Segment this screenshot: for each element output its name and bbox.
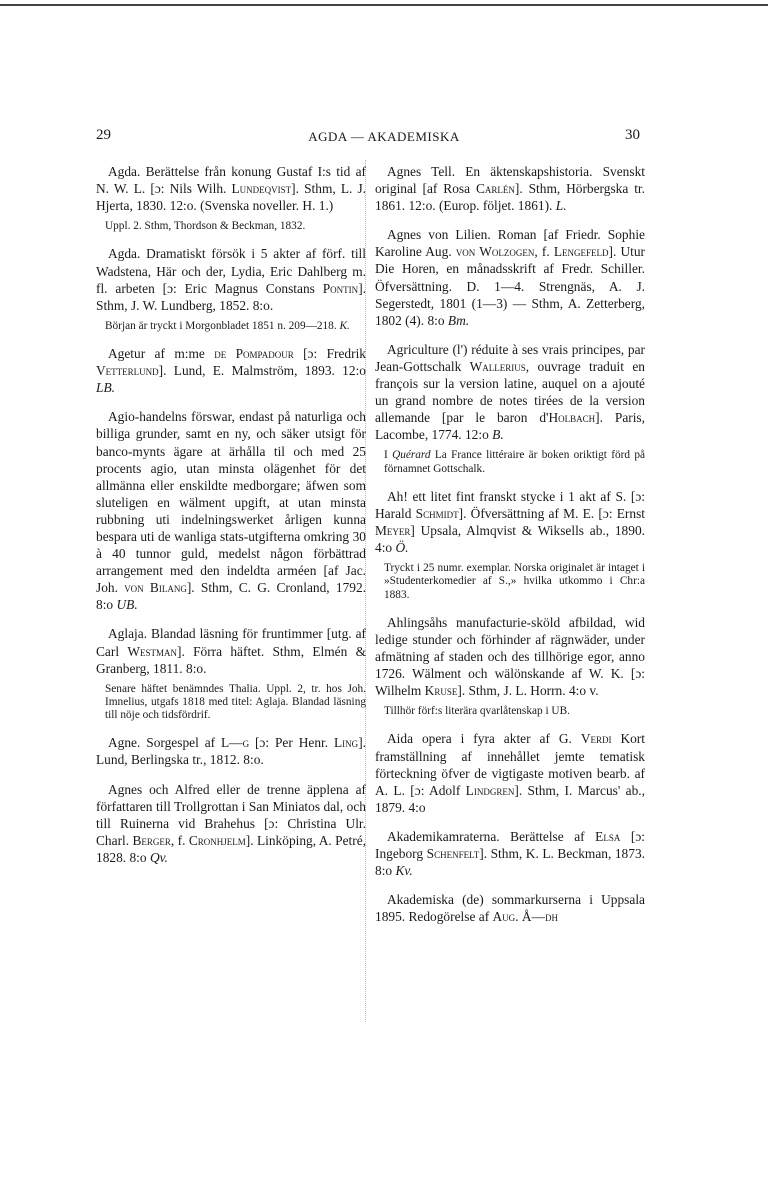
author-name: Pontin [322,280,359,296]
entry-text: Agnes Tell. En äktenskapshistoria. Svenskt original [af Rosa [375,164,645,197]
entry-ah [375,488,645,556]
library-siglum: Bm. [447,312,470,328]
note-agriculture [375,449,645,475]
author-name: Schenfelt [426,846,480,862]
entry-text: [ɔ: Fredrik [293,346,366,362]
note-text: I [384,449,393,462]
author-name: Lundeqvist [231,181,292,197]
entry-text: Ah! ett litet fint franskt stycke i 1 akt af S. [ɔ: Harald [375,488,645,521]
entry-text: Agda. Dramatiskt försök i 5 akter af förf. till Wadstena, Här och der, Lydia, Eric Dahlberg m. fl. arbeten [ɔ: Eric Magnus Constans [96,246,366,296]
entry-text: ] Upsala, Almqvist & Wiksells ab., 1890. 4:o [375,523,645,556]
note-agda-berattelse: Uppl. 2. Sthm, Thordson & Beckman, 1832. [105,220,306,233]
note-text: Början är tryckt i Morgonbladet 1851 n. 209—218. [105,319,340,332]
author-name: Holbach [548,410,596,426]
entry-text: Agne. Sorgespel af L— [108,735,243,751]
note-ah: Tryckt i 25 numr. exemplar. Norska originalet är intaget i »Studenterkomedier af S.,» hvilka utkommo i Chr:a 1883. [384,562,645,601]
entry-text: ]. Sthm, K. L. Beckman, 1873. 8:o [375,846,645,879]
author-name: Wallerius [469,358,526,374]
entry-agne [96,734,366,768]
right-column [375,163,645,931]
left-column [96,163,366,872]
entry-agriculture [375,341,645,444]
entry-text: [ɔ: Ingeborg [375,828,645,862]
note-ahlingsahs: Tillhör förf:s literära qvarlåtenskap i UB. [384,705,570,718]
library-siglum: LB. [96,380,115,396]
running-head: AGDA — AKADEMISKA [308,129,460,144]
author-name: Berger [132,832,171,848]
entry-text: Agetur af m:me [108,346,215,362]
top-rule [0,4,768,6]
author-name: Aug. Å—dh [492,909,558,925]
author-name: Verdi [580,731,612,747]
author-name: von Wolzogen [455,244,535,260]
entry-aglaja [96,625,366,676]
entry-text: Agriculture (l') réduite à ses vrais principes, par Jean-Gottschalk [375,341,645,374]
entry-text: Agio-handelns förswar, endast på naturliga och billiga grunder, samt en ny, och säker utsigt för banco-mynts ägare at ärhålla til och med 25 procents agio, utan minsta olägenhet för det allmänna eller enskildte medborgare; äfwen som sluteligen en wälment upgift, at utan minsta rubbning uti indelningswerket årligen kunna bespara uti de wanliga stats-utgifterna omkring 30 à 40 tunnor guld, medelst någon förbättrad arrangement med den indeldta arméen [af Jac. Joh. [96,409,366,596]
entry-text: [ɔ: Per Henr. [249,735,334,751]
entry-text: ]. Paris, Lacombe, 1774. 12:o [375,410,645,443]
entry-text: , ouvrage traduit en françois sur la version latine, auquel on a ajouté un grand nombre de notes tirées de la version allemande [par le baron d' [375,358,645,426]
page-number-left: 29 [96,127,111,143]
entry-text: Agda. Berättelse från konung Gustaf I:s tid af N. W. L. [ɔ: Nils Wilh. [96,164,366,197]
library-siglum: L. [555,198,567,214]
entry-text: Akademiska (de) sommarkurserna i Uppsala 1895. Redogörelse af [375,892,645,925]
entry-agda-berattelse [96,163,366,214]
entry-agda-dramatiskt [96,245,366,313]
library-siglum: K. [339,319,350,332]
entry-text: ]. Utur Die Horen, en månadsskrift af Fredr. Schiller. Öfversättning. D. 1—4. Strengnäs, A. J. Segerstedt, 1801 (1—3) — Sthm, A. Zetterberg, 1802 (4). 8:o [375,244,645,328]
library-siglum: Kv. [395,863,413,879]
entry-text: Agnes von Lilien. Roman [af Friedr. Sophie Karoline Aug. [375,227,645,260]
entry-text: Kort framställning af innehållet jemte tematisk förteckning öfver de vigtigaste motiven bearb. af A. L. [ɔ: Adolf [375,731,645,798]
entry-text: Agnes och Alfred eller de trenne äpplena af författaren till Trollgrottan i San Miniatos dal, och till Ruinerna vid Brahehus [ɔ: Christina Ulr. Charl. [96,781,366,848]
entry-agetur [96,345,366,396]
entry-text: ]. Sthm, J. L. Horrn. 4:o v. [457,683,599,699]
entry-text: , f. [170,832,189,848]
entry-agio-handelns [96,408,366,613]
author-name: Elsa [595,828,621,844]
entry-text: Aglaja. Blandad läsning för fruntimmer [utg. af Carl [96,626,366,659]
entry-text: Akademikamraterna. Berättelse af [387,828,596,844]
entry-text: ]. Sthm, L. J. Hjerta, 1830. 12:o. (Svenska noveller. H. 1.) [96,181,367,214]
page-number-right: 30 [625,127,640,143]
author-name: von Bilang [124,580,187,596]
entry-text: ]. Sthm, I. Marcus' ab., 1879. 4:o [375,782,645,815]
author-name: Lengefeld [553,244,609,260]
reference-work: Quérard [392,449,431,462]
entry-text: ]. Lund, E. Malmström, 1893. 12:o [158,363,366,379]
author-name: Schmidt [415,505,459,521]
entry-text: ]. Linköping, A. Petré, 1828. 8:o [96,832,366,865]
entry-ahlingsahs [375,614,645,699]
entry-agnes-tell [375,163,645,214]
author-name: Ling [334,735,359,751]
author-name: Cronhjelm [188,832,246,848]
author-name: Carlén [475,181,515,197]
author-name: Lindgren [465,782,515,798]
note-aglaja: Senare häftet benämndes Thalia. Uppl. 2, tr. hos Joh. Imnelius, utgafs 1818 med titel: Aglaja. Blandad läsning till nöje och tidsfördrif. [105,682,366,722]
entry-text: Ahlingsåhs manufacturie-sköld afbildad, wid ledige stunder och förhinder af rägnwäder, under afmätning af staden och des tillhörige egor, anno 1726. Wälment och wälönskande af W. K. [ɔ: Wilhelm [375,614,645,699]
note-agda-dramatiskt [96,320,366,333]
author-name: Westman [127,643,177,659]
library-siglum: Qv. [149,849,168,865]
library-siglum: UB. [116,597,138,613]
author-name: Meyer [375,523,411,538]
entry-akademiska [375,891,645,925]
entry-agnes-och-alfred [96,781,366,866]
entry-agnes-von-lilien [375,226,645,329]
library-siglum: Ö. [395,540,409,556]
author-name: Kruse [424,683,458,699]
entry-text: Aida opera i fyra akter af G. [387,731,581,747]
author-name: de Pompadour [214,346,294,362]
entry-text: ]. Sthm, J. W. Lundberg, 1852. 8:o. [96,280,366,313]
entry-text: ]. Öfversättning af M. E. [ɔ: Ernst [458,505,645,521]
note-text: La France littéraire är boken oriktigt förd på förnamnet Gottschalk. [384,449,645,475]
entry-text: , f. [534,244,554,260]
entry-text: ]. Lund, Berlingska tr., 1812. 8:o. [96,735,366,768]
entry-akademikamraterna [375,828,645,879]
author-name: Vetterlund [96,363,159,379]
entry-text: ]. Sthm, Hörbergska tr. 1861. 12:o. (Europ. följet. 1861). [375,181,645,214]
author-name: g [242,735,250,751]
entry-aida [375,730,645,815]
entry-text: ]. Förra häftet. Sthm, Elmén & Granberg, 1811. 8:o. [96,643,366,676]
entry-text: ]. Sthm, C. G. Cronland, 1792. 8:o [96,580,366,613]
library-siglum: B. [492,427,504,443]
